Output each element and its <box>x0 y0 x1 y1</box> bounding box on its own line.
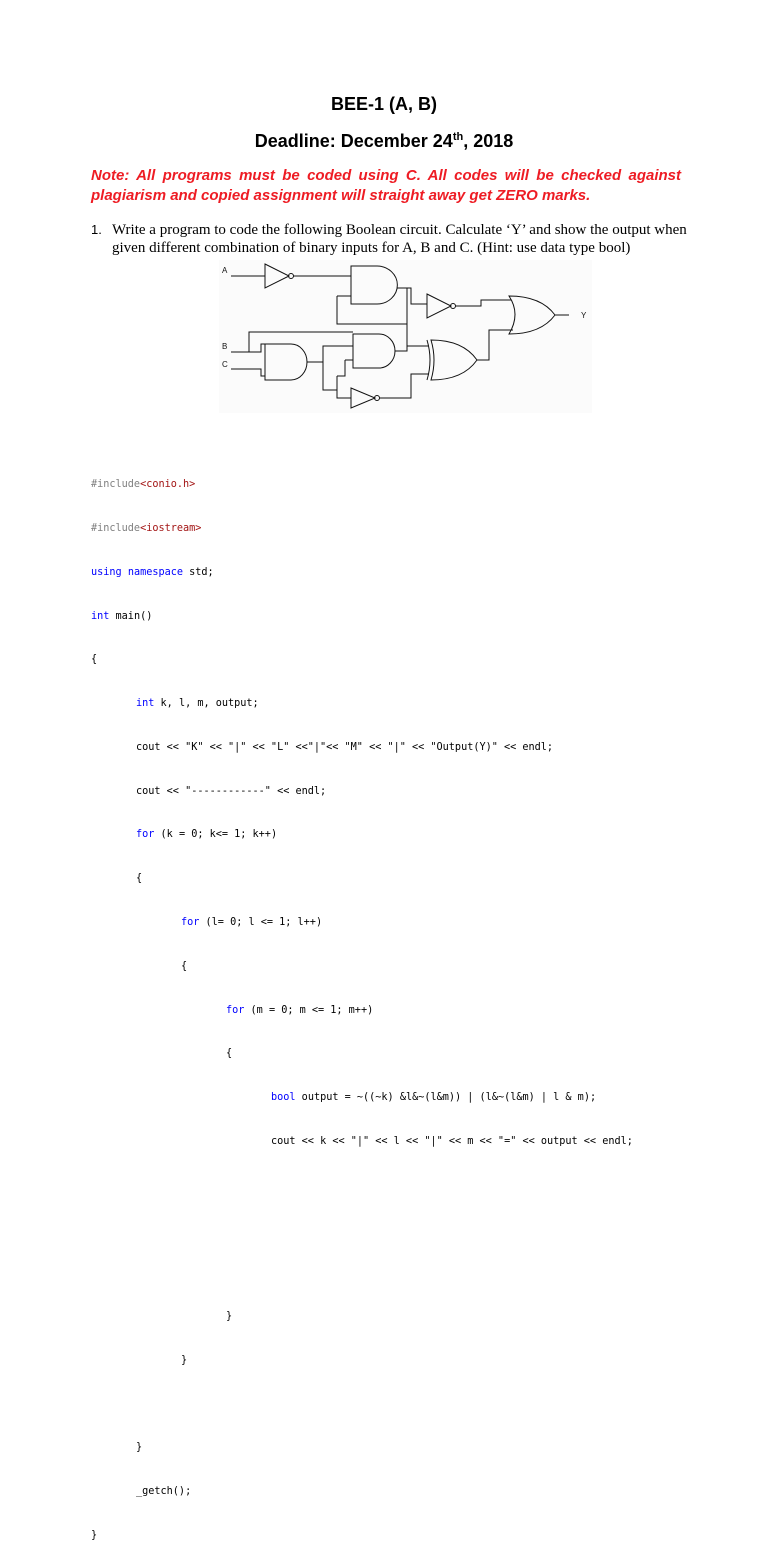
code-line: { <box>91 654 98 666</box>
code-line: } <box>181 1354 188 1366</box>
code-listing <box>91 449 633 1558</box>
code-line <box>91 1398 633 1413</box>
question-number: 1. <box>91 222 102 237</box>
input-label-b: B <box>222 342 228 351</box>
code-line: cout << "------------" << endl; <box>136 785 327 797</box>
code-line <box>91 1266 633 1281</box>
code-line: } <box>226 1311 233 1323</box>
output-label-y: Y <box>581 311 587 320</box>
question-text: Write a program to code the following Boolean circuit. Calculate ‘Y’ and show the output when given different combination of binary inputs for A, B and C. (Hint: use data type bool) <box>112 222 687 256</box>
code-line: { <box>181 960 188 972</box>
not-gate-2 <box>427 294 451 318</box>
deadline-prefix: Deadline: December 24 <box>254 131 453 151</box>
deadline-year: , 2018 <box>463 131 514 151</box>
code-line: int k, l, m, output; <box>136 698 259 710</box>
code-line: cout << k << "|" << l << "|" << m << "=" << output << endl; <box>271 1135 633 1147</box>
or-gate-y <box>509 296 555 334</box>
code-line: #include<iostream> <box>91 522 202 534</box>
code-line: { <box>226 1048 233 1060</box>
document-title: BEE-1 (A, B) <box>330 94 437 114</box>
code-line: #include<conio.h> <box>91 479 196 491</box>
deadline-heading <box>0 131 768 152</box>
code-line: for (l= 0; l <= 1; l++) <box>181 917 323 928</box>
code-line: for (k = 0; k<= 1; k++) <box>136 829 278 841</box>
and-gate-bc <box>265 344 307 380</box>
code-line <box>91 1222 633 1237</box>
code-line: _getch(); <box>136 1486 192 1498</box>
plagiarism-note: Note: All programs must be coded using C. All codes will be checked against plagiarism and copied assignment will straight away get ZERO marks. <box>91 167 681 204</box>
code-line: { <box>136 873 143 885</box>
code-line: using namespace std; <box>91 566 214 578</box>
and-gate-1 <box>351 266 397 304</box>
code-line: bool output = ~((~k) &l&~(l&m)) | (l&~(l&m) | l & m); <box>271 1092 597 1104</box>
input-label-c: C <box>222 360 228 369</box>
logic-circuit-diagram <box>219 260 592 413</box>
code-line: } <box>136 1442 143 1454</box>
code-line <box>91 1179 633 1194</box>
code-line: cout << "K" << "|" << "L" <<"|"<< "M" << "|" << "Output(Y)" << endl; <box>136 741 554 753</box>
code-line: } <box>91 1529 98 1541</box>
code-line: for (m = 0; m <= 1; m++) <box>226 1004 374 1016</box>
deadline-ordinal: th <box>452 131 464 143</box>
code-line: int main() <box>91 610 153 622</box>
not-gate-a <box>265 264 289 288</box>
input-label-a: A <box>222 266 228 275</box>
and-gate-3 <box>353 334 395 368</box>
not-gate-3 <box>351 388 375 408</box>
